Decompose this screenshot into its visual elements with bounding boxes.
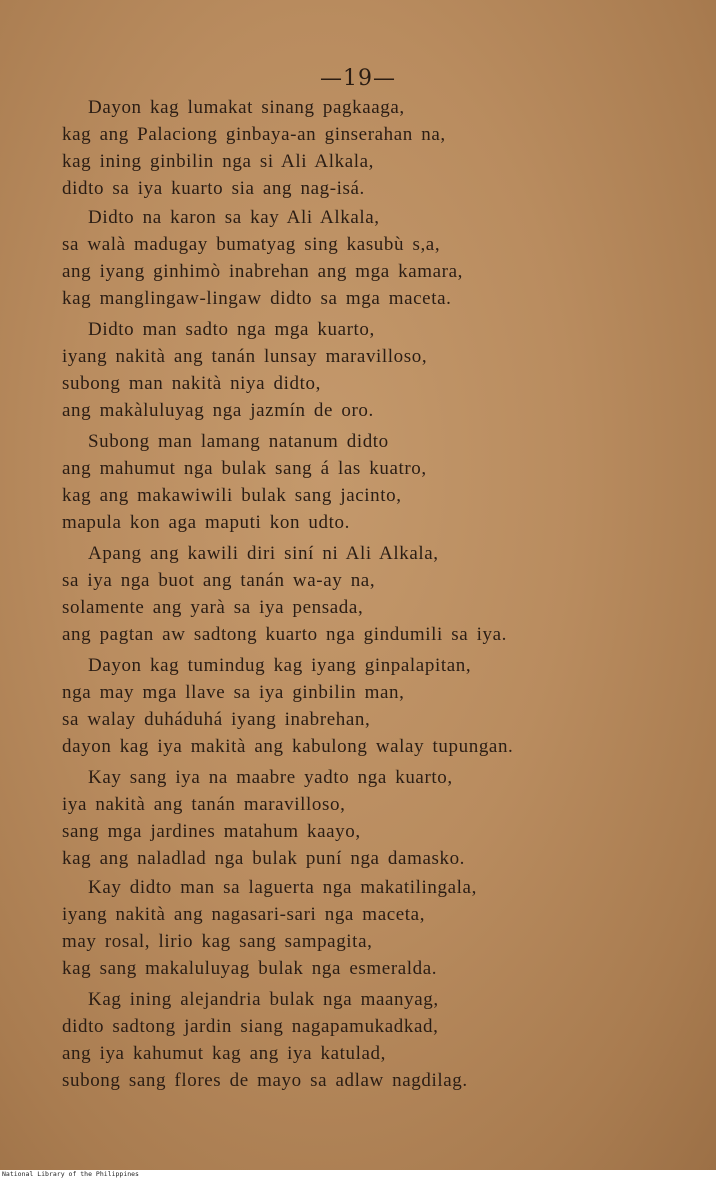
verse-line: Didto na karon sa kay Ali Alkala, <box>88 207 380 228</box>
verse-5 <box>62 540 507 648</box>
verse-line: sa walay duháduhá iyang inabrehan, <box>62 709 371 730</box>
verse-line: iyang nakità ang nagasari-sari nga maceta, <box>62 904 426 925</box>
verse-line: kag manglingaw-lingaw didto sa mga maceta. <box>62 288 452 309</box>
verse-line: ang makàluluyag nga jazmín de oro. <box>62 400 374 421</box>
verse-line: iya nakità ang tanán maravilloso, <box>62 794 346 815</box>
verse-1 <box>62 94 446 202</box>
verse-line: sa iya nga buot ang tanán wa-ay na, <box>62 570 376 591</box>
verse-line: didto sadtong jardin siang nagapamukadkad, <box>62 1016 439 1037</box>
verse-line: Didto man sadto nga mga kuarto, <box>88 319 375 340</box>
verse-line: kag sang makaluluyag bulak nga esmeralda. <box>62 958 438 979</box>
verse-line: ang iya kahumut kag ang iya katulad, <box>62 1043 386 1064</box>
verse-line: Kag ining alejandria bulak nga maanyag, <box>88 989 439 1010</box>
verse-line: kag ining ginbilin nga si Ali Alkala, <box>62 151 374 172</box>
verse-line: Dayon kag tumindug kag iyang ginpalapitan, <box>88 655 472 676</box>
verse-line: sang mga jardines matahum kaayo, <box>62 821 361 842</box>
verse-line: kag ang Palaciong ginbaya-an ginserahan na, <box>62 124 446 145</box>
verse-line: solamente ang yarà sa iya pensada, <box>62 597 364 618</box>
verse-line: ang pagtan aw sadtong kuarto nga gindumili sa iya. <box>62 624 507 645</box>
verse-line: subong man nakità niya didto, <box>62 373 321 394</box>
verse-6 <box>62 652 513 760</box>
verse-line: dayon kag iya makità ang kabulong walay tupungan. <box>62 736 514 757</box>
verse-2 <box>62 204 463 312</box>
verse-line: mapula kon aga maputi kon udto. <box>62 512 350 533</box>
verse-line: kag ang makawiwili bulak sang jacinto, <box>62 485 402 506</box>
verse-line: ang iyang ginhimò inabrehan ang mga kamara, <box>62 261 463 282</box>
verse-line: Subong man lamang natanum didto <box>88 431 389 452</box>
verse-line: Kay didto man sa laguerta nga makatilingala, <box>88 877 477 898</box>
verse-line: Dayon kag lumakat sinang pagkaaga, <box>88 97 405 118</box>
page-number: —19— <box>320 66 396 91</box>
verse-9 <box>62 986 468 1094</box>
verse-7 <box>62 764 465 872</box>
verse-3 <box>62 316 427 424</box>
verse-line: may rosal, lirio kag sang sampagita, <box>62 931 373 952</box>
verse-line: kag ang naladlad nga bulak puní nga damasko. <box>62 848 466 869</box>
verse-line: nga may mga llave sa iya ginbilin man, <box>62 682 405 703</box>
library-credit: National Library of the Philippines <box>2 1170 139 1178</box>
verse-line: subong sang flores de mayo sa adlaw nagdilag. <box>62 1070 468 1091</box>
verse-line: ang mahumut nga bulak sang á las kuatro, <box>62 458 427 479</box>
verse-line: sa walà madugay bumatyag sing kasubù s,a, <box>62 234 441 255</box>
verse-line: Kay sang iya na maabre yadto nga kuarto, <box>88 767 453 788</box>
verse-line: Apang ang kawili diri siní ni Ali Alkala, <box>88 543 439 564</box>
verse-4 <box>62 428 427 536</box>
verse-line: didto sa iya kuarto sia ang nag-isá. <box>62 178 365 199</box>
verse-8 <box>62 874 477 982</box>
verse-line: iyang nakità ang tanán lunsay maravilloso, <box>62 346 428 367</box>
